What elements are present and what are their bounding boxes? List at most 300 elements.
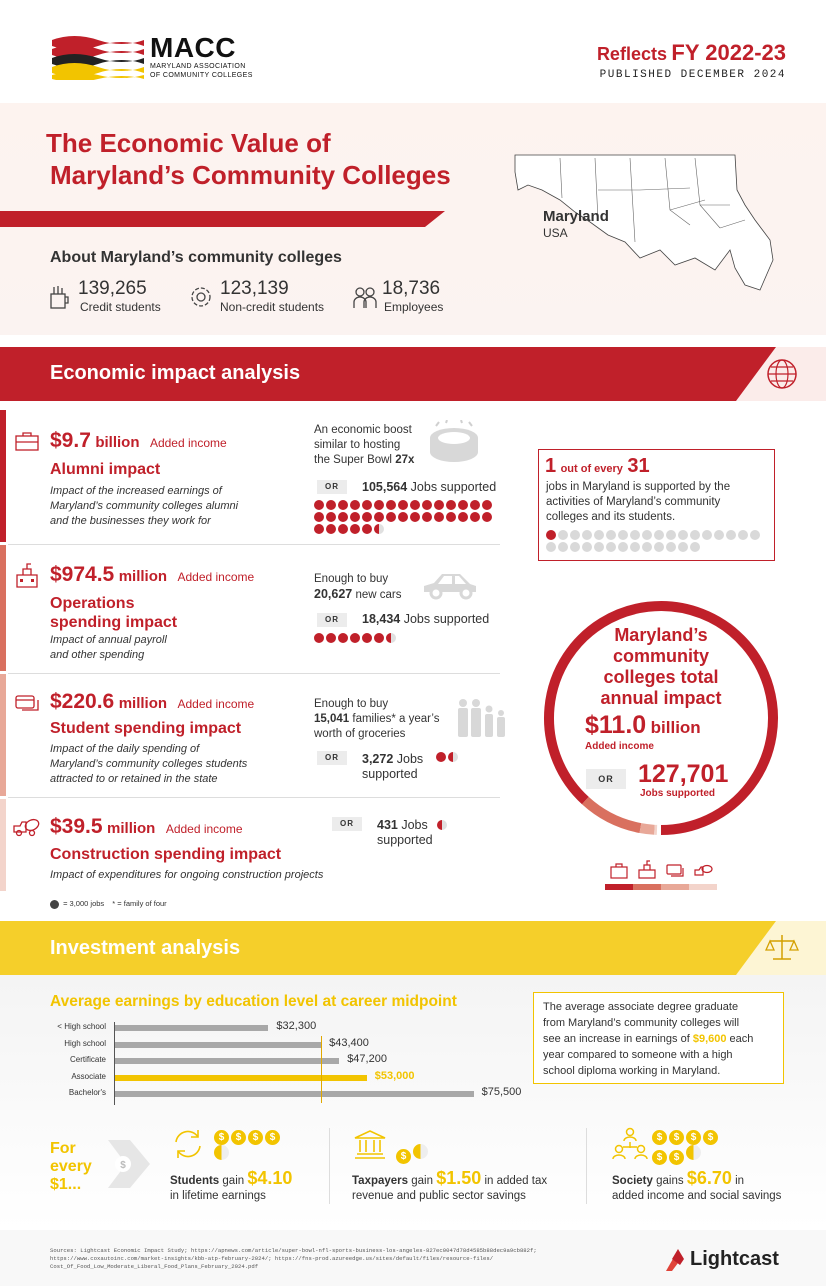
job-dot — [350, 500, 360, 510]
gain-who: Students — [170, 1175, 220, 1187]
gain-rest: in — [735, 1175, 745, 1187]
added-income-label: Added income — [165, 822, 243, 836]
gain-line — [170, 1168, 293, 1189]
comparison-line: Enough to buy — [314, 573, 389, 585]
operations-comparison — [314, 572, 401, 603]
footnote-dot-text: = 3,000 jobs — [63, 899, 105, 908]
desc-line: Impact of annual payroll — [50, 634, 167, 646]
operations-jobs — [362, 612, 489, 627]
job-dot-other — [738, 530, 748, 540]
total-amount — [585, 711, 701, 740]
job-dot — [338, 633, 348, 643]
operations-amount — [50, 563, 254, 587]
desc-line: Maryland’s community colleges students — [50, 758, 248, 770]
job-dot-partial — [448, 752, 458, 762]
comparison-line — [314, 453, 414, 468]
jobs-line — [362, 752, 423, 767]
job-dot — [374, 512, 384, 522]
about-heading: About Maryland’s community colleges — [50, 249, 342, 266]
job-dot — [338, 512, 348, 522]
total-heading — [580, 625, 742, 709]
alumni-title: Alumni impact — [50, 461, 161, 478]
desc-line: and the businesses they work for — [50, 515, 211, 527]
total-added-label: Added income — [585, 741, 654, 752]
job-dot — [434, 512, 444, 522]
job-dot-other — [750, 530, 760, 540]
job-dot-other — [606, 542, 616, 552]
school-building-icon — [14, 563, 40, 589]
job-dot — [386, 500, 396, 510]
cement-truck-icon — [693, 862, 713, 880]
jobs-label: Jobs — [401, 818, 428, 832]
gain-who: Society — [612, 1175, 653, 1187]
stat-employees — [352, 278, 472, 318]
or-badge: OR — [317, 751, 347, 765]
comparison-line: An economic boost — [314, 424, 412, 436]
sources — [50, 1247, 610, 1271]
job-dot — [470, 500, 480, 510]
sources-line: https://www.coxautoinc.com/market-insights/kbb-atp-february-2024/; https://fns-prod.azureedge.us/sites/default/files/resource-files/ — [50, 1255, 494, 1262]
operations-desc — [50, 633, 167, 663]
jobs-value: 105,564 — [362, 480, 408, 494]
associate-callout — [533, 992, 784, 1084]
job-dot-other — [642, 530, 652, 540]
gain-amount: $4.10 — [247, 1168, 293, 1188]
construction-title: Construction spending impact — [50, 846, 282, 863]
book-icon — [48, 284, 72, 310]
job-dot-other — [654, 542, 664, 552]
title-line: spending impact — [50, 614, 178, 631]
title-line: Operations — [50, 595, 135, 612]
job-dot-other — [630, 530, 640, 540]
amount-value: $9.7 — [50, 429, 91, 452]
operations-title — [50, 594, 177, 632]
callout-line — [543, 1031, 783, 1047]
jobs-line — [377, 818, 433, 833]
alumni-jobs — [362, 480, 496, 495]
student-comparison — [314, 697, 440, 742]
people-icon — [352, 284, 378, 310]
briefcase-icon — [14, 430, 40, 452]
reflects-prefix: Reflects — [596, 44, 667, 64]
dollar-coin-icon: $ — [669, 1150, 684, 1165]
job-dot-other — [678, 542, 688, 552]
or-badge: OR — [332, 817, 362, 831]
one-in-line: colleges and its students. — [546, 511, 676, 523]
ring-segment-student — [640, 828, 654, 830]
lightcast-logo-icon — [662, 1247, 686, 1273]
divider — [8, 544, 500, 545]
construction-job-dots — [437, 819, 457, 831]
job-dot — [350, 633, 360, 643]
students-gain — [170, 1168, 293, 1204]
svg-text:$: $ — [120, 1160, 126, 1171]
comparison-line — [314, 587, 401, 603]
job-dot — [410, 512, 420, 522]
macc-flag-icon — [50, 32, 146, 80]
society-network-icon — [612, 1126, 648, 1162]
logo-line2: OF COMMUNITY COLLEGES — [150, 72, 253, 79]
comparison-line: similar to hosting — [314, 439, 401, 451]
amount-value: $974.5 — [50, 563, 115, 586]
added-income-label: Added income — [149, 436, 227, 450]
for-every-label — [50, 1140, 92, 1194]
amount-unit: billion — [95, 434, 140, 451]
scales-icon — [765, 931, 799, 965]
comparison-line — [314, 712, 440, 727]
bar-value-label: $53,000 — [374, 1069, 415, 1082]
or-badge: OR — [317, 613, 347, 627]
total-heading-line: community — [612, 646, 709, 666]
legend-swatch-construction — [689, 884, 717, 890]
total-amount-unit: billion — [650, 718, 701, 737]
bar-value-label: $43,400 — [329, 1036, 369, 1049]
job-dot-other — [666, 542, 676, 552]
dollar-coin-partial-icon — [214, 1145, 229, 1160]
divider — [329, 1128, 330, 1204]
one-in-num2: 31 — [627, 455, 650, 477]
job-dot — [434, 500, 444, 510]
job-dot-partial — [386, 633, 396, 643]
car-icon — [420, 568, 480, 602]
added-income-label: Added income — [177, 570, 255, 584]
job-dot — [436, 752, 446, 762]
comparison-text: families* a year’s — [352, 713, 440, 725]
sources-line: Sources: Lightcast Economic Impact Study; https://apnews.com/article/super-bowl-nfl-sports-business-los-angeles-827ec0047d78d4585b88dec9a9cb882f; — [50, 1247, 537, 1254]
amount-unit: million — [107, 820, 156, 837]
job-dot — [470, 512, 480, 522]
divider — [8, 797, 500, 798]
job-dot — [458, 500, 468, 510]
job-dot — [350, 512, 360, 522]
one-in-mid: out of every — [560, 463, 623, 475]
impact-bar-student — [0, 674, 6, 796]
stat-credit — [48, 278, 188, 318]
stat-noncredit — [188, 278, 348, 318]
credit-card-icon — [14, 692, 40, 714]
comparison-text: new cars — [355, 589, 402, 601]
gain-who: Taxpayers — [352, 1175, 409, 1187]
for-every-line: For — [50, 1140, 76, 1157]
bar-category-label: High school — [64, 1038, 106, 1048]
job-dot — [326, 500, 336, 510]
job-dot-other — [570, 542, 580, 552]
dollar-coin-icon: $ — [652, 1130, 667, 1145]
desc-line: attracted to or retained in the state — [50, 773, 218, 785]
job-dot-other — [558, 530, 568, 540]
dollar-coin-icon: $ — [248, 1130, 263, 1145]
gain-verb: gain — [411, 1175, 433, 1187]
reference-line — [321, 1036, 322, 1103]
job-dot — [362, 512, 372, 522]
job-dot-other — [642, 542, 652, 552]
dollar-coin-partial-icon — [413, 1144, 428, 1159]
job-dot-other — [570, 530, 580, 540]
job-dot — [374, 500, 384, 510]
job-dot-other — [606, 530, 616, 540]
student-job-dots — [436, 751, 476, 763]
chart-title: Average earnings by education level at career midpoint — [50, 993, 457, 1010]
society-coins — [652, 1127, 732, 1165]
amount-value: $220.6 — [50, 690, 115, 713]
operations-job-dots — [314, 632, 504, 644]
job-dot-other — [654, 530, 664, 540]
total-heading-line: colleges total — [603, 667, 719, 687]
callout-highlight: $9,600 — [692, 1033, 727, 1045]
government-building-icon — [352, 1128, 388, 1162]
job-dot — [374, 633, 384, 643]
callout-line: from Maryland’s community colleges will — [543, 1017, 740, 1029]
student-title: Student spending impact — [50, 720, 242, 737]
jobs-value: 18,434 — [362, 612, 401, 626]
jobs-label: supported — [362, 767, 418, 781]
logo-line1: MARYLAND ASSOCIATION — [150, 63, 246, 70]
amount-unit: million — [118, 568, 168, 585]
legend-swatch-student — [661, 884, 689, 890]
construction-desc: Impact of expenditures for ongoing construction projects — [50, 869, 324, 881]
alumni-comparison — [314, 423, 414, 468]
gain-line: revenue and public sector savings — [352, 1190, 526, 1202]
one-in-num1: 1 — [545, 455, 557, 477]
comparison-line: worth of groceries — [314, 728, 406, 740]
earnings-chart — [0, 1020, 522, 1112]
jobs-label: Jobs — [396, 752, 424, 766]
gain-amount: $6.70 — [686, 1168, 732, 1188]
taxpayers-coins — [396, 1144, 436, 1164]
desc-line: Impact of the increased earnings of — [50, 485, 222, 497]
job-dot — [422, 500, 432, 510]
job-dot — [338, 524, 348, 534]
one-in-text — [546, 480, 730, 525]
job-dot-partial — [374, 524, 384, 534]
job-dot-other — [558, 542, 568, 552]
one-in-line: activities of Maryland’s community — [546, 496, 721, 508]
job-dot-other — [690, 542, 700, 552]
comparison-bold: 20,627 — [314, 587, 353, 601]
gain-line: added income and social savings — [612, 1190, 782, 1202]
callout-text: see an increase in earnings of — [543, 1033, 690, 1045]
gain-line — [612, 1168, 781, 1189]
dollar-coin-icon: $ — [703, 1130, 718, 1145]
desc-line: Maryland’s community colleges alumni — [50, 500, 239, 512]
alumni-job-dots — [314, 499, 504, 535]
job-dot — [362, 500, 372, 510]
dollar-coin-partial-icon — [686, 1145, 701, 1160]
ring-legend — [605, 862, 717, 892]
job-dot-other — [594, 530, 604, 540]
bar-value-label: $32,300 — [276, 1020, 317, 1032]
society-gain — [612, 1168, 782, 1204]
briefcase-icon — [609, 862, 629, 880]
dollar-coin-icon: $ — [265, 1130, 280, 1145]
job-dot — [314, 524, 324, 534]
job-dot — [326, 633, 336, 643]
bar-value-label: $47,200 — [347, 1053, 387, 1065]
stat-noncredit-value: 123,139 — [220, 278, 289, 299]
job-dot-highlight — [546, 530, 556, 540]
amount-value: $39.5 — [50, 815, 103, 838]
job-dot-other — [582, 530, 592, 540]
job-dot-other — [702, 530, 712, 540]
logo-name: MACC — [150, 32, 236, 63]
jobs-value: 431 — [377, 818, 398, 832]
impact-bar-alumni — [0, 410, 6, 542]
or-badge: OR — [317, 480, 347, 494]
title-underline-stripe — [0, 211, 445, 227]
job-dot-other — [714, 530, 724, 540]
job-dot-other — [690, 530, 700, 540]
job-dot — [314, 512, 324, 522]
dollar-coin-icon: $ — [231, 1130, 246, 1145]
gain-line — [352, 1168, 548, 1189]
job-dot — [482, 512, 492, 522]
job-dot-other — [678, 530, 688, 540]
macc-logo — [50, 32, 260, 82]
jobs-label: Jobs supported — [403, 612, 490, 626]
job-dot-other — [546, 542, 556, 552]
dollar-coin-icon: $ — [652, 1150, 667, 1165]
one-in-dots — [546, 529, 771, 553]
jobs-label: supported — [377, 833, 433, 847]
bar-associate — [115, 1075, 367, 1081]
job-dot — [458, 512, 468, 522]
chart-axis — [114, 1022, 115, 1105]
arrow-coin-icon — [104, 1136, 152, 1192]
map-sublabel: USA — [543, 226, 568, 240]
lightcast-brand: Lightcast — [690, 1248, 779, 1270]
job-dot-partial — [437, 820, 447, 830]
construction-amount — [50, 815, 243, 839]
cement-truck-icon — [12, 816, 40, 838]
gear-icon — [188, 284, 214, 310]
reflects-year: FY 2022-23 — [671, 40, 786, 65]
comparison-text: the Super Bowl — [314, 454, 392, 466]
student-amount — [50, 690, 254, 714]
stat-noncredit-label: Non-credit students — [220, 300, 325, 314]
bar-highschool — [115, 1042, 321, 1048]
bar-value-label: $75,500 — [481, 1086, 522, 1098]
one-in-line: jobs in Maryland is supported by the — [546, 481, 731, 493]
investment-heading: Investment analysis — [50, 937, 241, 959]
job-dot — [482, 500, 492, 510]
callout-line: The average associate degree graduate — [543, 1001, 739, 1013]
gain-rest: in added tax — [484, 1175, 548, 1187]
student-jobs — [362, 752, 423, 782]
for-every-line: $1... — [50, 1176, 82, 1193]
bar-certificate — [115, 1058, 339, 1064]
cycle-arrows-icon — [170, 1126, 206, 1162]
comparison-bold: 27x — [395, 454, 415, 466]
for-every-line: every — [50, 1158, 92, 1175]
stat-employees-value: 18,736 — [382, 278, 441, 299]
divider — [586, 1128, 587, 1204]
bar-category-label: Bachelor's — [68, 1088, 106, 1097]
job-dot-other — [630, 542, 640, 552]
bar-category-label: Certificate — [69, 1055, 106, 1064]
page-title-line2: Maryland’s Community Colleges — [50, 160, 451, 190]
job-dot — [446, 500, 456, 510]
globe-icon — [764, 356, 800, 392]
bar-highschool — [115, 1025, 268, 1031]
amount-unit: million — [118, 695, 168, 712]
footnote — [50, 899, 167, 909]
bar-category-label: Associate — [71, 1071, 106, 1081]
legend-swatch-operations — [633, 884, 661, 890]
footnote-star-text: * = family of four — [112, 899, 167, 908]
dollar-coin-icon: $ — [686, 1130, 701, 1145]
job-dot — [314, 500, 324, 510]
impact-bar-construction — [0, 799, 6, 891]
callout-line: school diploma working in Maryland. — [543, 1065, 721, 1077]
bar-bachelors — [115, 1091, 474, 1097]
bar-category-label: < High school — [57, 1022, 106, 1031]
callout-text: each — [729, 1033, 754, 1045]
student-desc — [50, 742, 247, 787]
family-icon — [455, 697, 509, 739]
dollar-coin-icon: $ — [214, 1130, 229, 1145]
ring-segment-operations — [585, 801, 640, 828]
desc-line: and other spending — [50, 649, 145, 661]
job-dot — [350, 524, 360, 534]
alumni-amount — [50, 429, 227, 453]
legend-dot — [50, 900, 59, 909]
job-dot — [422, 512, 432, 522]
job-dot — [326, 512, 336, 522]
credit-card-icon — [665, 862, 685, 880]
construction-jobs — [377, 818, 433, 848]
stat-credit-label: Credit students — [80, 300, 161, 314]
job-dot — [362, 524, 372, 534]
divider — [8, 673, 500, 674]
job-dot — [386, 512, 396, 522]
job-dot — [398, 512, 408, 522]
callout-line: year compared to someone with a high — [543, 1049, 733, 1061]
comparison-bold: 15,041 — [314, 713, 350, 725]
total-heading-line: Maryland’s — [614, 625, 708, 645]
map-label: Maryland — [543, 208, 609, 225]
job-dot — [314, 633, 324, 643]
job-dot-other — [594, 542, 604, 552]
dollar-coin-icon: $ — [396, 1149, 411, 1164]
total-jobs-label: Jobs supported — [640, 788, 716, 799]
taxpayers-gain — [352, 1168, 548, 1204]
gain-amount: $1.50 — [436, 1168, 482, 1188]
job-dot-other — [582, 542, 592, 552]
total-or-badge: OR — [586, 769, 626, 789]
added-income-label: Added income — [177, 697, 255, 711]
legend-swatch-alumni — [605, 884, 633, 890]
desc-line: Impact of the daily spending of — [50, 743, 200, 755]
stat-employees-label: Employees — [384, 300, 444, 314]
gain-line: in lifetime earnings — [170, 1190, 266, 1202]
students-coins — [214, 1127, 294, 1165]
jobs-label: Jobs supported — [410, 480, 497, 494]
job-dot — [410, 500, 420, 510]
job-dot-other — [726, 530, 736, 540]
job-dot — [362, 633, 372, 643]
total-heading-line: annual impact — [600, 688, 722, 708]
gain-verb: gain — [222, 1175, 245, 1187]
job-dot — [446, 512, 456, 522]
total-jobs: 127,701 — [638, 760, 729, 788]
alumni-desc — [50, 484, 238, 529]
job-dot — [326, 524, 336, 534]
school-building-icon — [637, 860, 657, 880]
job-dot-other — [666, 530, 676, 540]
stat-credit-value: 139,265 — [78, 278, 147, 299]
maryland-map-icon — [490, 150, 790, 300]
job-dot — [398, 500, 408, 510]
